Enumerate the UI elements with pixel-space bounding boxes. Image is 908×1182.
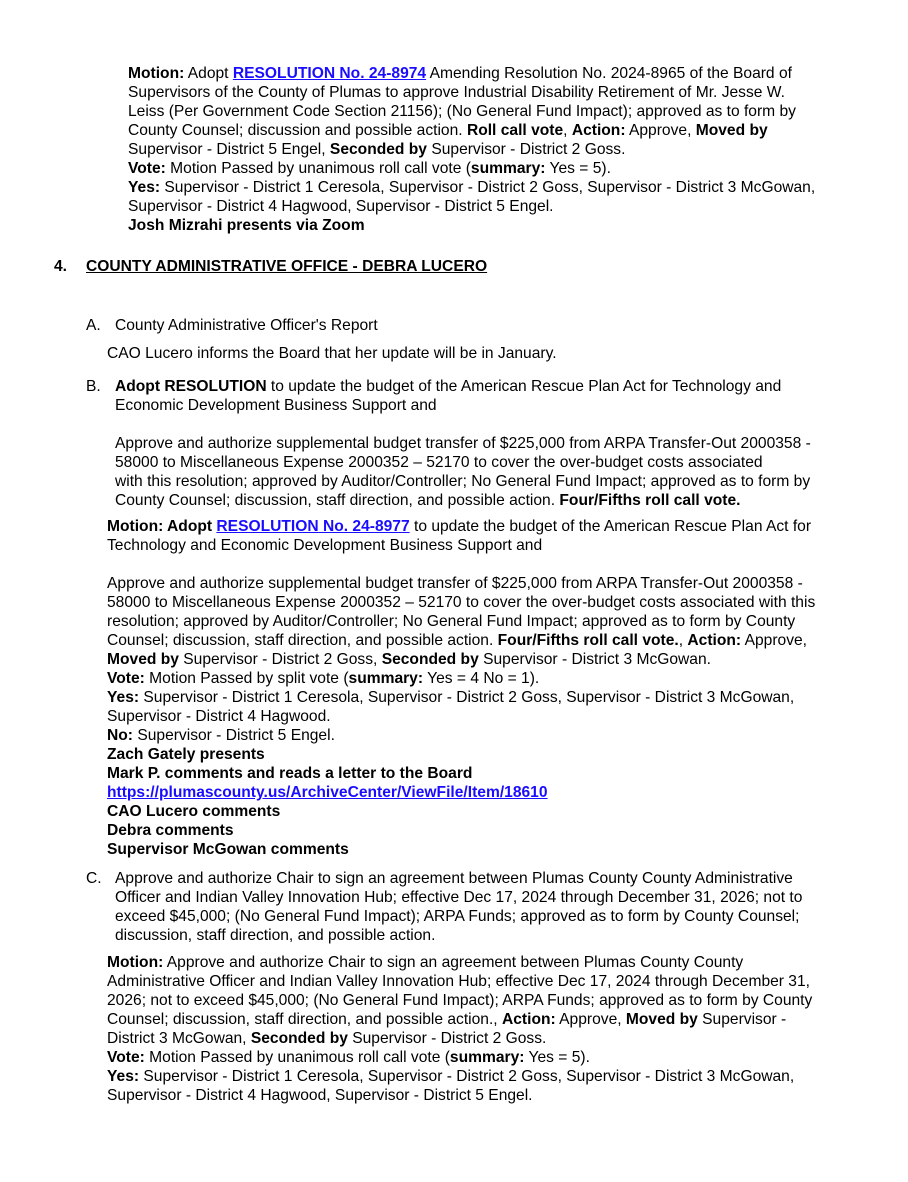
moved-by-value: Supervisor - District 2 Goss,: [178, 651, 382, 668]
section-title: COUNTY ADMINISTRATIVE OFFICE - DEBRA LUCERO: [86, 258, 488, 275]
public-comment-note: Mark P. comments and reads a letter to the Board: [107, 765, 473, 782]
action-value: Approve,: [741, 632, 808, 649]
motion-label: Motion:: [107, 954, 164, 971]
action-label: Action:: [571, 122, 626, 139]
presenter-note: Zach Gately presents: [107, 746, 265, 763]
item-title: discussion, staff direction, and possible action.: [115, 927, 436, 944]
no-label: No:: [107, 727, 133, 744]
summary-value: Yes = 5).: [524, 1049, 590, 1066]
item-title: Officer and Indian Valley Innovation Hub; effective Dec 17, 2024 through December 31, 2026; not to: [115, 889, 803, 906]
moved-by-value: Supervisor -: [697, 1011, 787, 1028]
summary-label: summary:: [470, 160, 546, 177]
motion-text: County Counsel; discussion and possible action.: [128, 122, 467, 139]
item-b-title: [86, 377, 781, 415]
item-title: County Administrative Officer's Report: [115, 317, 378, 334]
separator: ,: [678, 632, 688, 649]
summary-label: summary:: [449, 1049, 525, 1066]
yes-value: Supervisor - District 4 Hagwood, Supervisor - District 5 Engel.: [128, 198, 554, 215]
item-letter: A.: [86, 317, 101, 334]
motion-line: [128, 140, 815, 159]
seconded-by-label: Seconded by: [250, 1030, 348, 1047]
moved-by-label: Moved by: [695, 122, 768, 139]
vote-label: Vote:: [128, 160, 166, 177]
vote-type: Four/Fifths roll call vote.: [497, 632, 679, 649]
item-desc: 58000 to Miscellaneous Expense 2000352 – 52170 to cover the over-budget costs associated: [115, 454, 763, 471]
item-desc: with this resolution; approved by Auditor/Controller; No General Fund Impact; approved as to form by: [115, 473, 811, 490]
vote-text: Motion Passed by split vote (: [144, 670, 349, 687]
roll-call-label: Roll call vote: [466, 122, 564, 139]
item-a-title: [86, 316, 378, 335]
seconded-by-value: Supervisor - District 3 McGowan.: [478, 651, 711, 668]
motion-text: Counsel; discussion, staff direction, and possible action.,: [107, 1011, 502, 1028]
moved-by-value: Supervisor - District 5 Engel,: [128, 141, 330, 158]
action-label: Action:: [501, 1011, 556, 1028]
seconded-by-label: Seconded by: [329, 141, 427, 158]
yes-value: Supervisor - District 1 Ceresola, Supervisor - District 2 Goss, Supervisor - District 3 McGowan,: [160, 179, 816, 196]
no-value: Supervisor - District 5 Engel.: [132, 727, 335, 744]
vote-text: Motion Passed by unanimous roll call vote (: [165, 160, 471, 177]
motion-text: Supervisors of the County of Plumas to approve Industrial Disability Retirement of Mr. Jesse W.: [128, 84, 785, 101]
comment-note: Supervisor McGowan comments: [107, 841, 349, 858]
motion-desc: 58000 to Miscellaneous Expense 2000352 – 52170 to cover the over-budget costs associated with this: [107, 594, 816, 611]
item-title: exceed $45,000; (No General Fund Impact); ARPA Funds; approved as to form by County Counsel;: [115, 908, 800, 925]
comment-note: CAO Lucero comments: [107, 803, 281, 820]
item-b-motion: [107, 517, 811, 555]
yes-line: [128, 178, 815, 197]
vote-text: Motion Passed by unanimous roll call vote (: [144, 1049, 450, 1066]
motion-text: to update the budget of the American Rescue Plan Act for: [409, 518, 812, 535]
motion-label: Motion: Adopt: [107, 518, 217, 535]
seconded-by-value: Supervisor - District 2 Goss.: [347, 1030, 547, 1047]
resolution-24-8977-link[interactable]: RESOLUTION No. 24-8977: [216, 518, 410, 535]
motion-text: Administrative Officer and Indian Valley Innovation Hub; effective Dec 17, 2024 through December 31,: [107, 973, 810, 990]
item-letter: B.: [86, 378, 101, 395]
separator: ,: [563, 122, 572, 139]
yes-value: Supervisor - District 1 Ceresola, Supervisor - District 2 Goss, Supervisor - District 3 McGowan,: [139, 1068, 795, 1085]
motion-text: 2026; not to exceed $45,000; (No General Fund Impact); ARPA Funds; approved as to form by County: [107, 992, 813, 1009]
summary-value: Yes = 4 No = 1).: [423, 670, 540, 687]
motion-text: Technology and Economic Development Business Support and: [107, 537, 543, 554]
comment-note: Debra comments: [107, 822, 234, 839]
motion-text: Leiss (Per Government Code Section 21156); (No General Fund Impact); approved as to form by: [128, 103, 796, 120]
item-c-motion: [107, 953, 812, 1105]
resolution-24-8974-link[interactable]: RESOLUTION No. 24-8974: [232, 65, 427, 82]
item3-motion-block: [128, 64, 815, 235]
yes-label: Yes:: [107, 1068, 140, 1085]
item-title: to update the budget of the American Rescue Plan Act for Technology and: [266, 378, 782, 395]
moved-by-label: Moved by: [107, 651, 179, 668]
vote-type: Four/Fifths roll call vote.: [559, 492, 741, 509]
summary-value: Yes = 5).: [545, 160, 611, 177]
yes-value: Supervisor - District 4 Hagwood, Supervisor - District 5 Engel.: [107, 1087, 533, 1104]
item-b-description: [115, 434, 811, 510]
motion-desc: Approve and authorize supplemental budget transfer of $225,000 from ARPA Transfer-Out 2000358 -: [107, 575, 803, 592]
vote-line: [128, 159, 815, 178]
motion-desc: resolution; approved by Auditor/Controller; No General Fund Impact; approved as to form by County: [107, 613, 796, 630]
presenter-note: Josh Mizrahi presents via Zoom: [128, 217, 365, 234]
item-letter: C.: [86, 870, 102, 887]
vote-label: Vote:: [107, 1049, 145, 1066]
yes-label: Yes:: [107, 689, 140, 706]
seconded-by-value: Supervisor - District 2 Goss.: [426, 141, 626, 158]
yes-value: Supervisor - District 1 Ceresola, Supervisor - District 2 Goss, Supervisor - District 3 McGowan,: [139, 689, 795, 706]
item-title-bold: Adopt RESOLUTION: [115, 378, 267, 395]
motion-line: [128, 64, 815, 83]
moved-by-value: District 3 McGowan,: [107, 1030, 251, 1047]
seconded-by-label: Seconded by: [381, 651, 479, 668]
moved-by-label: Moved by: [625, 1011, 698, 1028]
motion-desc: Counsel; discussion, staff direction, and possible action.: [107, 632, 498, 649]
yes-value: Supervisor - District 4 Hagwood.: [107, 708, 331, 725]
motion-label: Motion:: [128, 65, 185, 82]
archive-center-link[interactable]: https://plumascounty.us/ArchiveCenter/ViewFile/Item/18610: [107, 784, 548, 801]
section-4-heading: [54, 257, 487, 276]
item-title: Approve and authorize Chair to sign an agreement between Plumas County County Administrative: [115, 870, 793, 887]
vote-label: Vote:: [107, 670, 145, 687]
summary-label: summary:: [348, 670, 424, 687]
motion-text: Amending Resolution No. 2024-8965 of the Board of: [426, 65, 792, 82]
action-label: Action:: [687, 632, 742, 649]
motion-text: Approve and authorize Chair to sign an agreement between Plumas County County: [163, 954, 744, 971]
motion-text: Adopt: [184, 65, 233, 82]
item-desc: Approve and authorize supplemental budget transfer of $225,000 from ARPA Transfer-Out 2000358 -: [115, 435, 811, 452]
item-title: Economic Development Business Support and: [115, 397, 437, 414]
item-b-motion-details: [107, 574, 815, 859]
yes-label: Yes:: [128, 179, 161, 196]
motion-line: [128, 121, 815, 140]
action-value: Approve,: [625, 122, 696, 139]
action-value: Approve,: [555, 1011, 626, 1028]
item-a-note: CAO Lucero informs the Board that her update will be in January.: [107, 345, 557, 362]
item-c-title: [86, 869, 802, 945]
section-number: 4.: [54, 258, 68, 275]
item-desc: County Counsel; discussion, staff direction, and possible action.: [115, 492, 560, 509]
